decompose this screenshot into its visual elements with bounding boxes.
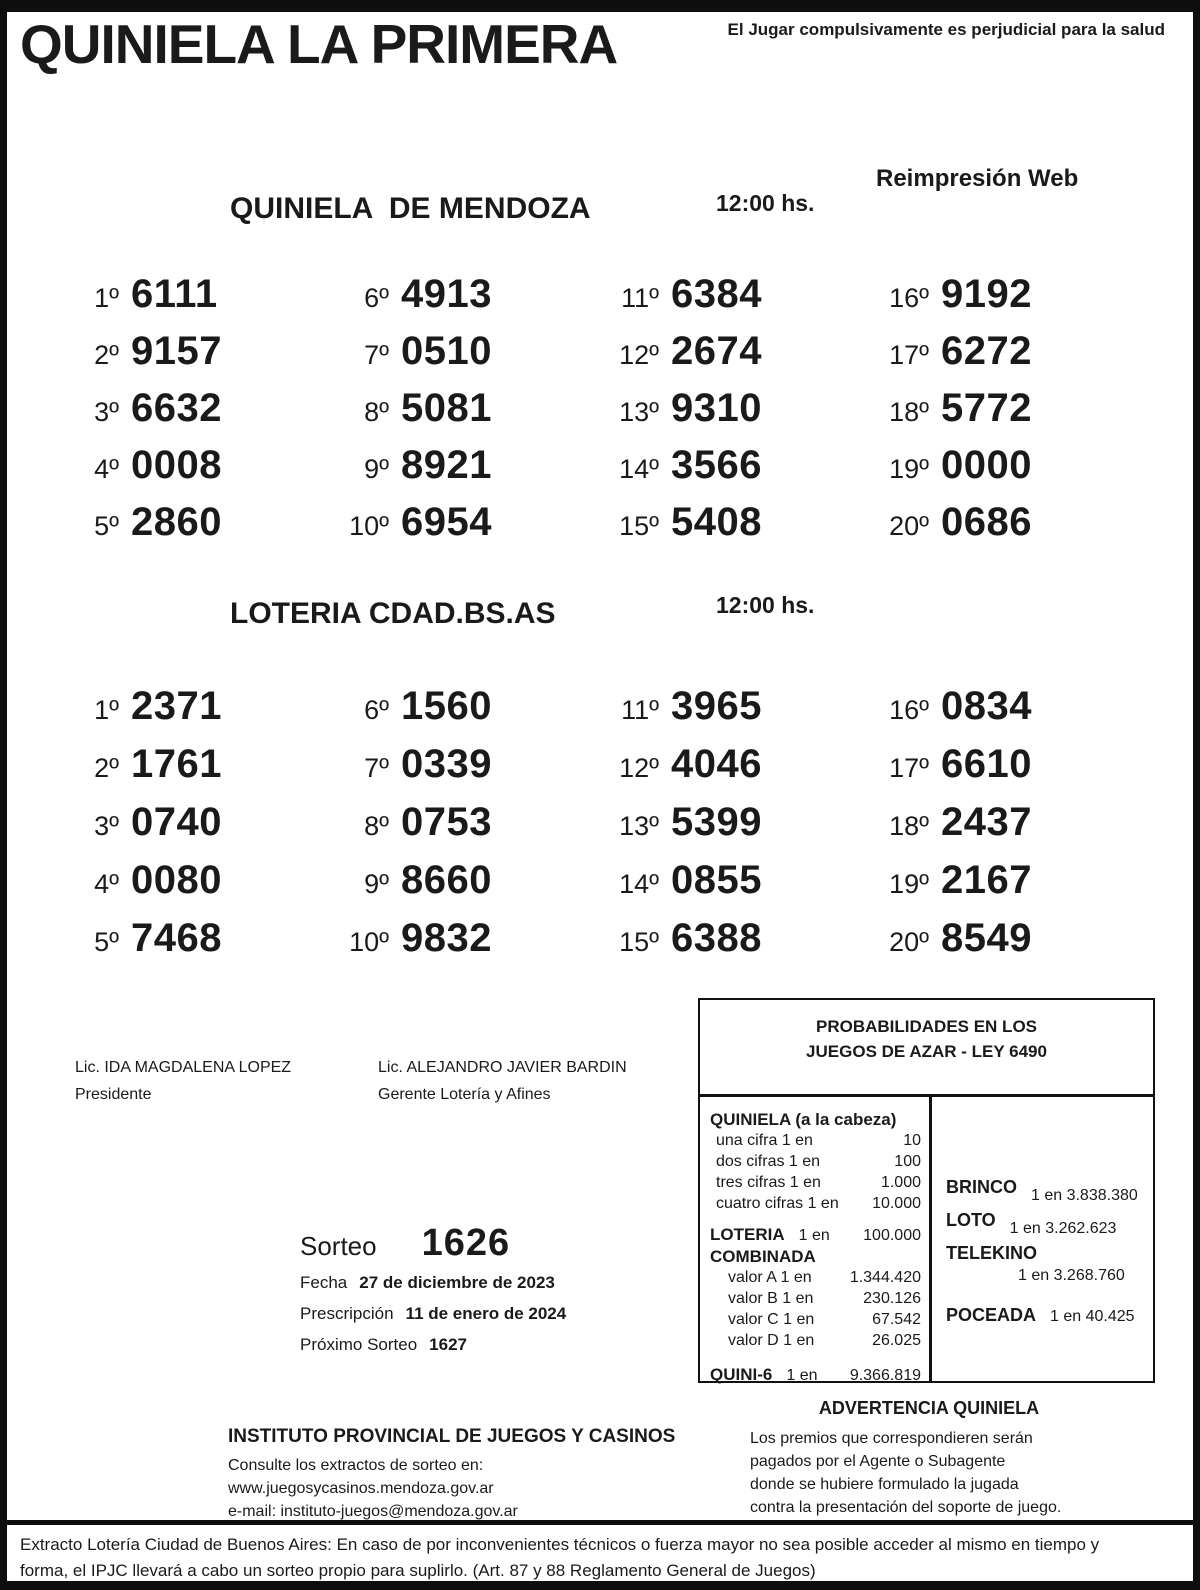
draw-info-label: Fecha [300,1273,348,1292]
result-number: 5081 [401,386,492,430]
result-cell [865,916,1135,974]
result-position: 6º [364,695,389,725]
result-position: 13º [619,397,659,427]
result-number: 6272 [941,329,1032,373]
result-position: 10º [349,511,389,541]
result-number: 0000 [941,443,1032,487]
result-position: 19º [889,869,929,899]
result-position: 2º [94,340,119,370]
prob-value: 10.000 [872,1195,921,1212]
probabilities-title [700,1000,1153,1097]
result-position: 19º [889,454,929,484]
result-position: 7º [364,340,389,370]
result-position: 4º [94,454,119,484]
result-number: 2167 [941,858,1032,902]
text-line: Los premios que correspondieren serán [750,1430,1033,1447]
result-position: 20º [889,511,929,541]
probability-row [710,1246,921,1267]
health-warning-text: El Jugar compulsivamente es perjudicial para la salud [727,20,1165,39]
result-cell [595,916,865,974]
result-number: 6632 [131,386,222,430]
probabilities-body [700,1097,1153,1383]
prob-label: una cifra 1 en [716,1132,813,1149]
result-position: 9º [364,869,389,899]
result-cell [595,272,865,329]
prob-label: valor D 1 en [728,1332,815,1349]
draw-info-value: 1627 [429,1335,467,1354]
prob-label: 1 en [786,1367,818,1384]
advertencia-block [700,1398,1158,1519]
result-position: 12º [619,753,659,783]
result-position: 8º [364,397,389,427]
prob-game-label: POCEADA [946,1305,1037,1325]
prob-value: 100.000 [863,1227,921,1244]
draw-info-row [300,1273,566,1293]
result-cell [595,329,865,386]
result-position: 14º [619,454,659,484]
result-number: 6388 [671,916,762,960]
result-number: 9310 [671,386,762,430]
advertencia-title: ADVERTENCIA QUINIELA [818,1398,1040,1418]
prob-bold-label: QUINI-6 [710,1365,773,1384]
result-position: 4º [94,869,119,899]
advertencia-lines [700,1427,1158,1519]
probability-row [946,1305,1147,1326]
result-position: 15º [619,927,659,957]
text-line: forma, el IPJC llevará a cabo un sorteo propio para suplirlo. (Art. 87 y 88 Reglamento General de Juegos) [20,1561,816,1580]
result-cell [55,800,325,858]
probability-row [710,1309,921,1330]
result-position: 5º [94,927,119,957]
prob-value: 1.000 [880,1174,921,1191]
result-number: 6610 [941,742,1032,786]
result-cell [865,742,1135,800]
result-number: 0686 [941,500,1032,544]
result-position: 3º [94,811,119,841]
result-number: 7468 [131,916,222,960]
result-cell [595,500,865,557]
probabilities-right-column [932,1097,1153,1383]
result-number: 3965 [671,684,762,728]
page-border-left [0,0,7,1590]
result-cell [55,443,325,500]
result-position: 15º [619,511,659,541]
draw-info-value: 11 de enero de 2024 [405,1304,567,1323]
result-cell [325,500,595,557]
signatory-name: Lic. IDA MAGDALENA LOPEZ [75,1059,292,1076]
result-number: 9832 [401,916,492,960]
draw-info-block [300,1222,566,1366]
result-cell [325,800,595,858]
result-number: 8921 [401,443,492,487]
result-number: 0855 [671,858,762,902]
probability-row [710,1193,921,1214]
result-number: 3566 [671,443,762,487]
result-number: 4913 [401,272,492,316]
result-position: 11º [621,283,659,313]
probability-row [710,1109,921,1130]
prob-game-label: BRINCO [946,1177,1017,1197]
result-position: 11º [621,695,659,725]
result-position: 16º [889,283,929,313]
result-number: 5408 [671,500,762,544]
text-line: pagados por el Agente o Subagente [750,1453,1006,1470]
result-cell [865,800,1135,858]
result-cell [865,329,1135,386]
result-cell [55,742,325,800]
result-position: 2º [94,753,119,783]
result-cell [55,500,325,557]
prob-bold-label: QUINIELA (a la cabeza) [710,1110,897,1129]
prob-value: 230.126 [863,1290,921,1307]
probabilities-box [698,998,1155,1383]
result-cell [865,272,1135,329]
page-title: QUINIELA LA PRIMERA [20,13,618,75]
prob-label: cuatro cifras 1 en [716,1195,839,1212]
result-position: 8º [364,811,389,841]
result-cell [55,386,325,443]
result-position: 13º [619,811,659,841]
result-cell [325,329,595,386]
result-number: 0080 [131,858,222,902]
result-cell [865,443,1135,500]
result-position: 14º [619,869,659,899]
result-cell [595,684,865,742]
result-number: 0834 [941,684,1032,728]
result-number: 4046 [671,742,762,786]
instituto-title: INSTITUTO PROVINCIAL DE JUEGOS Y CASINOS [228,1426,676,1447]
signatory-president [75,1058,375,1104]
result-number: 0008 [131,443,222,487]
prob-label: dos cifras 1 en [716,1153,821,1170]
result-position: 6º [364,283,389,313]
probabilities-left-column [700,1097,932,1383]
probability-row [710,1364,921,1386]
result-cell [865,858,1135,916]
draw-time-bsas: 12:00 hs. [716,592,815,618]
draw-title-bsas: LOTERIA CDAD.BS.AS [230,597,556,630]
result-cell [595,386,865,443]
result-position: 18º [889,397,929,427]
result-cell [325,386,595,443]
result-position: 9º [364,454,389,484]
prob-game-value: 1 en 3.268.760 [1018,1267,1125,1284]
result-cell [55,329,325,386]
result-cell [55,272,325,329]
result-cell [55,858,325,916]
text-line: e-mail: instituto-juegos@mendoza.gov.ar [228,1503,518,1520]
prob-value: 100 [894,1153,921,1170]
result-number: 6384 [671,272,762,316]
text-line: contra la presentación del soporte de juego. [750,1499,1062,1516]
text-line: Extracto Lotería Ciudad de Buenos Aires: En caso de por inconvenientes técnicos o fuerza mayor no sea posible acceder al mismo en tiempo y [20,1535,1100,1554]
result-number: 1560 [401,684,492,728]
result-number: 9192 [941,272,1032,316]
text-line: www.juegosycasinos.mendoza.gov.ar [228,1480,494,1497]
probability-row [946,1243,1147,1285]
draw-number-value: 1626 [421,1222,511,1264]
prob-value: 1.344.420 [849,1269,921,1286]
result-cell [325,742,595,800]
prob-label: valor B 1 en [728,1290,814,1307]
result-number: 5399 [671,800,762,844]
prob-label: 1 en [798,1227,830,1244]
prob-game-value: 1 en 40.425 [1050,1308,1135,1325]
prob-value: 9.366.819 [849,1367,921,1384]
draw-info-row [300,1304,566,1324]
result-cell [325,443,595,500]
instituto-lines [228,1454,708,1523]
result-position: 18º [889,811,929,841]
draw-info-label: Próximo Sorteo [300,1335,418,1354]
result-position: 17º [889,340,929,370]
result-position: 17º [889,753,929,783]
result-position: 7º [364,753,389,783]
result-position: 5º [94,511,119,541]
prob-bold-label: COMBINADA [710,1247,816,1266]
prob-game-value: 1 en 3.838.380 [1031,1187,1138,1204]
prob-label: valor A 1 en [728,1269,812,1286]
result-cell [865,500,1135,557]
draw-number-row [300,1222,566,1265]
result-number: 2371 [131,684,222,728]
signatory-role: Presidente [75,1086,152,1103]
result-cell [865,386,1135,443]
probabilities-title-line2: JUEGOS DE AZAR - LEY 6490 [806,1042,1047,1061]
prob-label: valor C 1 en [728,1311,815,1328]
result-number: 1761 [131,742,222,786]
result-number: 2437 [941,800,1032,844]
result-position: 12º [619,340,659,370]
result-cell [325,684,595,742]
probability-row [946,1210,1147,1237]
prob-value: 67.542 [872,1311,921,1328]
results-grid-mendoza [55,272,1135,557]
result-cell [55,684,325,742]
result-position: 3º [94,397,119,427]
result-number: 8660 [401,858,492,902]
text-line: Consulte los extractos de sorteo en: [228,1457,484,1474]
result-number: 0753 [401,800,492,844]
result-cell [595,443,865,500]
result-cell [325,858,595,916]
prob-game-label: TELEKINO [946,1243,1038,1263]
probability-row [710,1130,921,1151]
draw-title-mendoza: QUINIELA DE MENDOZA [230,192,591,225]
result-number: 5772 [941,386,1032,430]
results-grid-bsas [55,684,1135,974]
signatory-role: Gerente Lotería y Afines [378,1086,551,1103]
prob-value: 10 [903,1132,921,1149]
result-number: 2860 [131,500,222,544]
probability-row [946,1177,1147,1204]
draw-info-row [300,1335,566,1355]
draw-info-fields [300,1273,566,1355]
draw-info-value: 27 de diciembre de 2023 [359,1273,555,1292]
probabilities-title-line1: PROBABILIDADES EN LOS [815,1017,1038,1036]
probability-row [710,1267,921,1288]
text-line: donde se hubiere formulado la jugada [750,1476,1019,1493]
result-position: 20º [889,927,929,957]
result-number: 2674 [671,329,762,373]
result-number: 6111 [131,272,218,316]
prob-bold-label: LOTERIA [710,1225,785,1244]
result-position: 16º [889,695,929,725]
result-number: 8549 [941,916,1032,960]
result-cell [325,272,595,329]
probability-row [710,1224,921,1246]
probability-row [710,1330,921,1351]
probability-row [710,1172,921,1193]
result-cell [595,800,865,858]
result-number: 0740 [131,800,222,844]
result-number: 9157 [131,329,222,373]
result-cell [595,742,865,800]
page-border-right [1193,0,1200,1590]
result-number: 0339 [401,742,492,786]
page-border-top [0,0,1200,12]
result-cell [325,916,595,974]
result-number: 0510 [401,329,492,373]
reprint-label: Reimpresión Web [876,165,1079,192]
draw-number-label: Sorteo [300,1231,377,1261]
probability-row [710,1288,921,1309]
prob-game-label: LOTO [946,1210,996,1230]
result-cell [865,684,1135,742]
result-position: 10º [349,927,389,957]
draw-info-label: Prescripción [300,1304,394,1323]
prob-label: tres cifras 1 en [716,1174,821,1191]
result-number: 6954 [401,500,492,544]
draw-time-mendoza: 12:00 hs. [716,190,815,216]
prob-value: 26.025 [872,1332,921,1349]
result-cell [55,916,325,974]
instituto-block [228,1426,708,1523]
signatory-name: Lic. ALEJANDRO JAVIER BARDIN [378,1059,627,1076]
signatory-manager [378,1058,678,1104]
result-position: 1º [94,283,119,313]
result-position: 1º [94,695,119,725]
probability-row [710,1151,921,1172]
footer-disclaimer [20,1532,1175,1584]
result-cell [595,858,865,916]
prob-game-value: 1 en 3.262.623 [1009,1220,1117,1237]
